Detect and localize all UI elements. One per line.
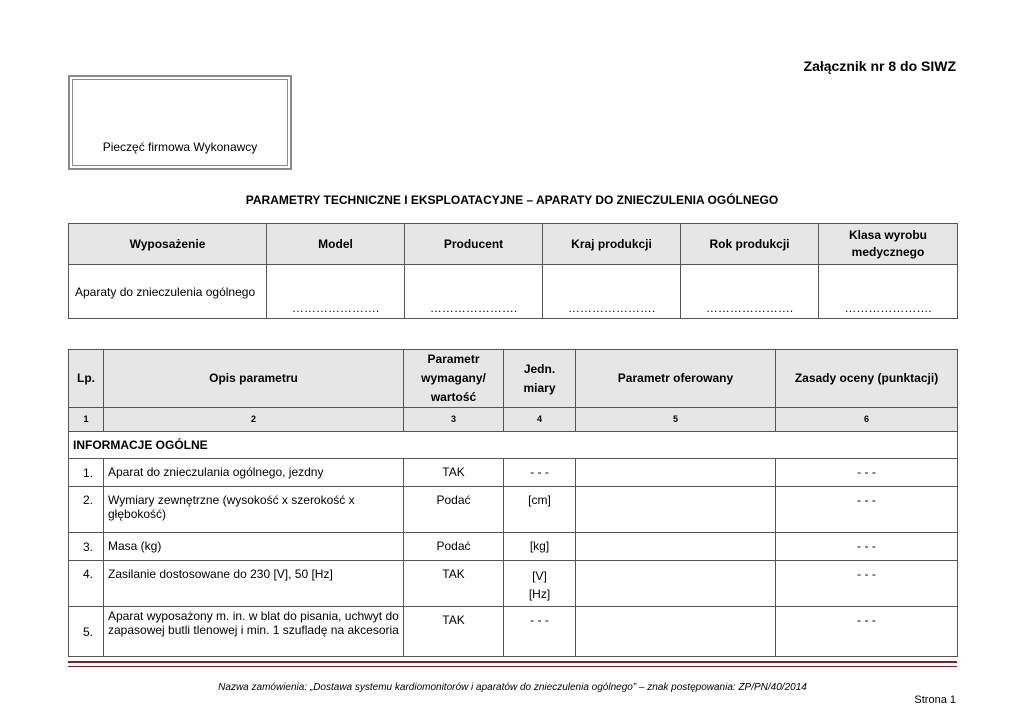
header-description: Opis parametru: [104, 350, 404, 408]
row-description: Aparat do znieczulania ogólnego, jezdny: [104, 459, 404, 487]
row-description: Wymiary zewnętrzne (wysokość x szerokość x głębokość): [104, 487, 404, 533]
table-row: [69, 533, 958, 561]
row-description: Masa (kg): [104, 533, 404, 561]
producer-field[interactable]: ………………….: [405, 265, 543, 319]
row-lp: 1.: [69, 459, 104, 487]
column-number: 4: [504, 408, 576, 432]
section-heading: INFORMACJE OGÓLNE: [69, 432, 958, 459]
row-lp: 5.: [69, 607, 104, 657]
row-required: TAK: [404, 607, 504, 657]
row-lp: 2.: [69, 487, 104, 533]
equipment-header-cell: Klasa wyrobu medycznego: [819, 224, 958, 265]
row-required: Podać: [404, 533, 504, 561]
row-unit: - - -: [504, 607, 576, 657]
country-field[interactable]: ………………….: [543, 265, 681, 319]
page-number: Strona 1: [914, 694, 956, 706]
equipment-table: [68, 223, 958, 319]
row-offered-field[interactable]: [576, 607, 776, 657]
equipment-header-row: [69, 224, 958, 265]
footer-divider: [68, 661, 957, 663]
row-unit: [504, 561, 576, 607]
section-row: [69, 432, 958, 459]
column-number: 1: [69, 408, 104, 432]
header-lp: Lp.: [69, 350, 104, 408]
row-required: TAK: [404, 561, 504, 607]
row-rules: - - -: [776, 533, 958, 561]
column-number: 2: [104, 408, 404, 432]
equipment-header-cell: Model: [267, 224, 405, 265]
class-field[interactable]: ………………….: [819, 265, 958, 319]
unit-hertz: [Hz]: [528, 587, 551, 601]
footer-divider: [68, 666, 957, 667]
equipment-name: Aparaty do znieczulenia ogólnego: [69, 265, 267, 319]
row-rules: - - -: [776, 607, 958, 657]
column-number-row: [69, 408, 958, 432]
annex-label: Załącznik nr 8 do SIWZ: [803, 58, 956, 74]
row-description: Aparat wyposażony m. in. w blat do pisania, uchwyt do zapasowej butli tlenowej i min. 1 szufladę na akcesoria: [104, 607, 404, 657]
row-unit: [kg]: [504, 533, 576, 561]
equipment-header-cell: Wyposażenie: [69, 224, 267, 265]
unit-volt: [V]: [532, 569, 547, 583]
row-rules: - - -: [776, 487, 958, 533]
equipment-header-cell: Producent: [405, 224, 543, 265]
column-number: 3: [404, 408, 504, 432]
table-row: [69, 459, 958, 487]
row-rules: - - -: [776, 459, 958, 487]
row-unit: [cm]: [504, 487, 576, 533]
row-offered-field[interactable]: [576, 533, 776, 561]
document-title: PARAMETRY TECHNICZNE I EKSPLOATACYJNE – APARATY DO ZNIECZULENIA OGÓLNEGO: [245, 193, 779, 207]
row-lp: 4.: [69, 561, 104, 607]
year-field[interactable]: ………………….: [681, 265, 819, 319]
row-required: Podać: [404, 487, 504, 533]
company-stamp-box: [68, 75, 292, 170]
equipment-header-cell: Rok produkcji: [681, 224, 819, 265]
model-field[interactable]: ………………….: [267, 265, 405, 319]
row-required: TAK: [404, 459, 504, 487]
header-required: Parametr wymagany/ wartość: [404, 350, 504, 408]
params-header-row: [69, 350, 958, 408]
row-offered-field[interactable]: [576, 459, 776, 487]
row-offered-field[interactable]: [576, 561, 776, 607]
header-rules: Zasady oceny (punktacji): [776, 350, 958, 408]
footer-order-name: Nazwa zamówienia: „Dostawa systemu kardiomonitorów i aparatów do znieczulenia ogólnego” – znak postępowania: ZP/PN/40/2014: [218, 682, 807, 693]
header-offered: Parametr oferowany: [576, 350, 776, 408]
equipment-row: [69, 265, 958, 319]
column-number: 5: [576, 408, 776, 432]
row-lp: 3.: [69, 533, 104, 561]
row-rules: - - -: [776, 561, 958, 607]
column-number: 6: [776, 408, 958, 432]
stamp-label: Pieczęć firmowa Wykonawcy: [102, 140, 258, 154]
row-offered-field[interactable]: [576, 487, 776, 533]
table-row: [69, 487, 958, 533]
equipment-header-cell: Kraj produkcji: [543, 224, 681, 265]
row-unit: - - -: [504, 459, 576, 487]
parameters-table: [68, 349, 958, 657]
table-row: [69, 561, 958, 607]
table-row: [69, 607, 958, 657]
header-unit: Jedn. miary: [504, 350, 576, 408]
row-description: Zasilanie dostosowane do 230 [V], 50 [Hz]: [104, 561, 404, 607]
